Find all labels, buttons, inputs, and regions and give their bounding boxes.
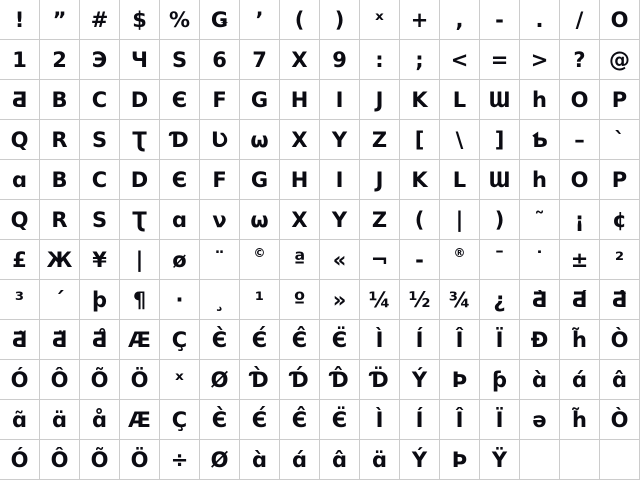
char-cell: Є́ (240, 400, 280, 440)
char-cell: = (480, 40, 520, 80)
char-cell: Ø (200, 360, 240, 400)
char-cell: ¸ (200, 280, 240, 320)
char-cell: X (280, 40, 320, 80)
char-cell: ¼ (360, 280, 400, 320)
char-cell: Ó (0, 440, 40, 480)
char-cell: > (520, 40, 560, 80)
char-cell: Є̀ (200, 320, 240, 360)
char-cell: Ч (120, 40, 160, 80)
char-cell: ə (520, 400, 560, 440)
char-cell: © (240, 240, 280, 280)
empty-cell (560, 440, 600, 480)
char-cell: - (400, 240, 440, 280)
char-cell: ª (280, 240, 320, 280)
char-cell: Æ (120, 400, 160, 440)
char-cell: Ʈ (120, 120, 160, 160)
char-cell: G (240, 160, 280, 200)
char-cell: Z (360, 120, 400, 160)
char-cell: ɑ̂ (320, 440, 360, 480)
char-cell: $ (120, 0, 160, 40)
char-cell: G (240, 80, 280, 120)
char-cell: Î (440, 320, 480, 360)
char-cell: Õ (80, 360, 120, 400)
char-cell: Є̂ (280, 320, 320, 360)
char-cell: Ø (200, 440, 240, 480)
char-cell: Æ (120, 320, 160, 360)
char-cell: ) (320, 0, 360, 40)
char-cell: Є̂ (280, 400, 320, 440)
char-cell: K (400, 80, 440, 120)
char-cell: Ƌ̀ (520, 280, 560, 320)
char-cell: ÷ (160, 440, 200, 480)
char-cell: Є̈ (320, 320, 360, 360)
char-cell: C (80, 160, 120, 200)
char-cell: ɑ̂ (600, 360, 640, 400)
char-cell: S (80, 120, 120, 160)
char-cell: Y (320, 200, 360, 240)
char-cell: Ï (480, 400, 520, 440)
char-cell: ˋ (600, 120, 640, 160)
char-cell: | (120, 240, 160, 280)
char-cell: Ý (400, 360, 440, 400)
char-cell: Ʈ (120, 200, 160, 240)
char-cell: ν (200, 200, 240, 240)
char-cell: Ƌ̈ (40, 320, 80, 360)
char-cell: ± (560, 240, 600, 280)
char-cell: ( (400, 200, 440, 240)
char-cell: Ò (600, 320, 640, 360)
char-cell: ) (480, 200, 520, 240)
char-cell: L (440, 80, 480, 120)
char-cell: ² (600, 240, 640, 280)
char-cell: F (200, 80, 240, 120)
char-cell: Є (160, 80, 200, 120)
char-cell: . (520, 0, 560, 40)
char-cell: Є̈ (320, 400, 360, 440)
char-cell: ¾ (440, 280, 480, 320)
char-cell: Ɯ (480, 80, 520, 120)
char-cell: R (40, 120, 80, 160)
char-cell: ¬ (360, 240, 400, 280)
char-cell: Ì (360, 320, 400, 360)
char-cell: \ (440, 120, 480, 160)
char-cell: I (320, 80, 360, 120)
char-cell: Ɗ̂ (320, 360, 360, 400)
char-cell: Ö (120, 360, 160, 400)
char-cell: Ɗ́ (280, 360, 320, 400)
char-cell: Z (360, 200, 400, 240)
char-cell: Є (160, 160, 200, 200)
char-cell: X (280, 120, 320, 160)
char-cell: ³ (0, 280, 40, 320)
char-cell: ? (560, 40, 600, 80)
char-cell: Ì (360, 400, 400, 440)
empty-cell (520, 440, 560, 480)
char-cell: + (400, 0, 440, 40)
char-cell: Ï (480, 320, 520, 360)
char-cell: Ƌ̃ (0, 320, 40, 360)
char-cell: # (80, 0, 120, 40)
char-cell: 7 (240, 40, 280, 80)
char-cell: ® (440, 240, 480, 280)
char-cell: Ó (0, 360, 40, 400)
char-cell: Ç (160, 400, 200, 440)
char-cell: 6 (200, 40, 240, 80)
char-cell: Ƅ (520, 120, 560, 160)
char-cell: Ý (400, 440, 440, 480)
char-cell: S (160, 40, 200, 80)
char-cell: I (320, 160, 360, 200)
char-cell: Ò (600, 400, 640, 440)
char-cell: P (600, 160, 640, 200)
char-cell: Ǥ (200, 0, 240, 40)
char-cell: D (120, 80, 160, 120)
char-cell: Э (80, 40, 120, 80)
char-cell: ƥ (480, 360, 520, 400)
char-cell: Ƌ̊ (80, 320, 120, 360)
char-cell: ( (280, 0, 320, 40)
char-cell: Î (440, 400, 480, 440)
char-cell: ø (160, 240, 200, 280)
char-cell: h̃ (560, 400, 600, 440)
char-cell: 9 (320, 40, 360, 80)
char-cell: - (480, 0, 520, 40)
char-cell: Õ (80, 440, 120, 480)
char-cell: Þ (440, 440, 480, 480)
char-cell: h̃ (560, 320, 600, 360)
char-cell: ɑ́ (560, 360, 600, 400)
char-cell: 2 (40, 40, 80, 80)
char-cell: ω (240, 200, 280, 240)
char-cell: S (80, 200, 120, 240)
char-cell: ¥ (80, 240, 120, 280)
char-cell: ! (0, 0, 40, 40)
char-cell: J (360, 160, 400, 200)
char-cell: Q (0, 120, 40, 160)
char-cell: ¨ (200, 240, 240, 280)
char-cell: Є́ (240, 320, 280, 360)
char-cell: Ÿ (480, 440, 520, 480)
char-cell: 1 (0, 40, 40, 80)
empty-cell (600, 440, 640, 480)
char-cell: ˙ (520, 240, 560, 280)
char-cell: Ɯ (480, 160, 520, 200)
char-cell: Ʋ (200, 120, 240, 160)
char-cell: Ô (40, 440, 80, 480)
char-cell: Ç (160, 320, 200, 360)
char-cell: J (360, 80, 400, 120)
char-cell: Q (0, 200, 40, 240)
char-cell: R (40, 200, 80, 240)
char-cell: þ (80, 280, 120, 320)
char-cell: O (560, 80, 600, 120)
char-cell: £ (0, 240, 40, 280)
char-cell: B (40, 80, 80, 120)
char-cell: F (200, 160, 240, 200)
char-cell: ’ (240, 0, 280, 40)
char-cell: ˣ (160, 360, 200, 400)
char-cell: : (360, 40, 400, 80)
char-cell: ω (240, 120, 280, 160)
char-cell: Ƌ́ (560, 280, 600, 320)
char-cell: Ɗ̈ (360, 360, 400, 400)
char-cell: L (440, 160, 480, 200)
char-cell: ɑ̊ (80, 400, 120, 440)
char-cell: ½ (400, 280, 440, 320)
char-cell: Y (320, 120, 360, 160)
char-cell: ɑ̈ (360, 440, 400, 480)
char-cell: H (280, 80, 320, 120)
char-cell: h (520, 160, 560, 200)
char-cell: ´ (40, 280, 80, 320)
char-cell: ¢ (600, 200, 640, 240)
char-cell: Ð (520, 320, 560, 360)
char-cell: Ƌ̂ (600, 280, 640, 320)
char-cell: Ƌ (0, 80, 40, 120)
char-cell: ; (400, 40, 440, 80)
char-cell: Є̀ (200, 400, 240, 440)
char-cell: Í (400, 400, 440, 440)
char-cell: H (280, 160, 320, 200)
char-cell: « (320, 240, 360, 280)
char-cell: Í (400, 320, 440, 360)
char-cell: ɑ (0, 160, 40, 200)
char-cell: ˣ (360, 0, 400, 40)
char-cell: ɑ́ (280, 440, 320, 480)
char-cell: < (440, 40, 480, 80)
char-cell: ɑ̃ (0, 400, 40, 440)
char-cell: O (560, 160, 600, 200)
char-cell: C (80, 80, 120, 120)
char-cell: , (440, 0, 480, 40)
char-cell: ɑ̀ (520, 360, 560, 400)
char-cell: º (280, 280, 320, 320)
char-cell: Ô (40, 360, 80, 400)
char-cell: · (160, 280, 200, 320)
char-cell: [ (400, 120, 440, 160)
char-cell: – (560, 120, 600, 160)
char-cell: B (40, 160, 80, 200)
char-cell: ˜ (520, 200, 560, 240)
char-cell: D (120, 160, 160, 200)
char-cell: / (560, 0, 600, 40)
char-cell: ¹ (240, 280, 280, 320)
char-cell: P (600, 80, 640, 120)
char-cell: ¿ (480, 280, 520, 320)
char-cell: » (320, 280, 360, 320)
char-cell: Ɗ̀ (240, 360, 280, 400)
char-cell: Ö (120, 440, 160, 480)
char-cell: @ (600, 40, 640, 80)
char-cell: Þ (440, 360, 480, 400)
char-cell: ¶ (120, 280, 160, 320)
char-cell: % (160, 0, 200, 40)
char-cell: ɑ̈ (40, 400, 80, 440)
char-cell: | (440, 200, 480, 240)
char-cell: Ж (40, 240, 80, 280)
char-cell: ¯ (480, 240, 520, 280)
char-cell: ɑ (160, 200, 200, 240)
char-cell: X (280, 200, 320, 240)
char-cell: ¡ (560, 200, 600, 240)
char-cell: ” (40, 0, 80, 40)
char-cell: ] (480, 120, 520, 160)
char-cell: h (520, 80, 560, 120)
char-cell: Ɗ (160, 120, 200, 160)
char-cell: K (400, 160, 440, 200)
char-cell: ɑ̀ (240, 440, 280, 480)
char-cell: O (600, 0, 640, 40)
